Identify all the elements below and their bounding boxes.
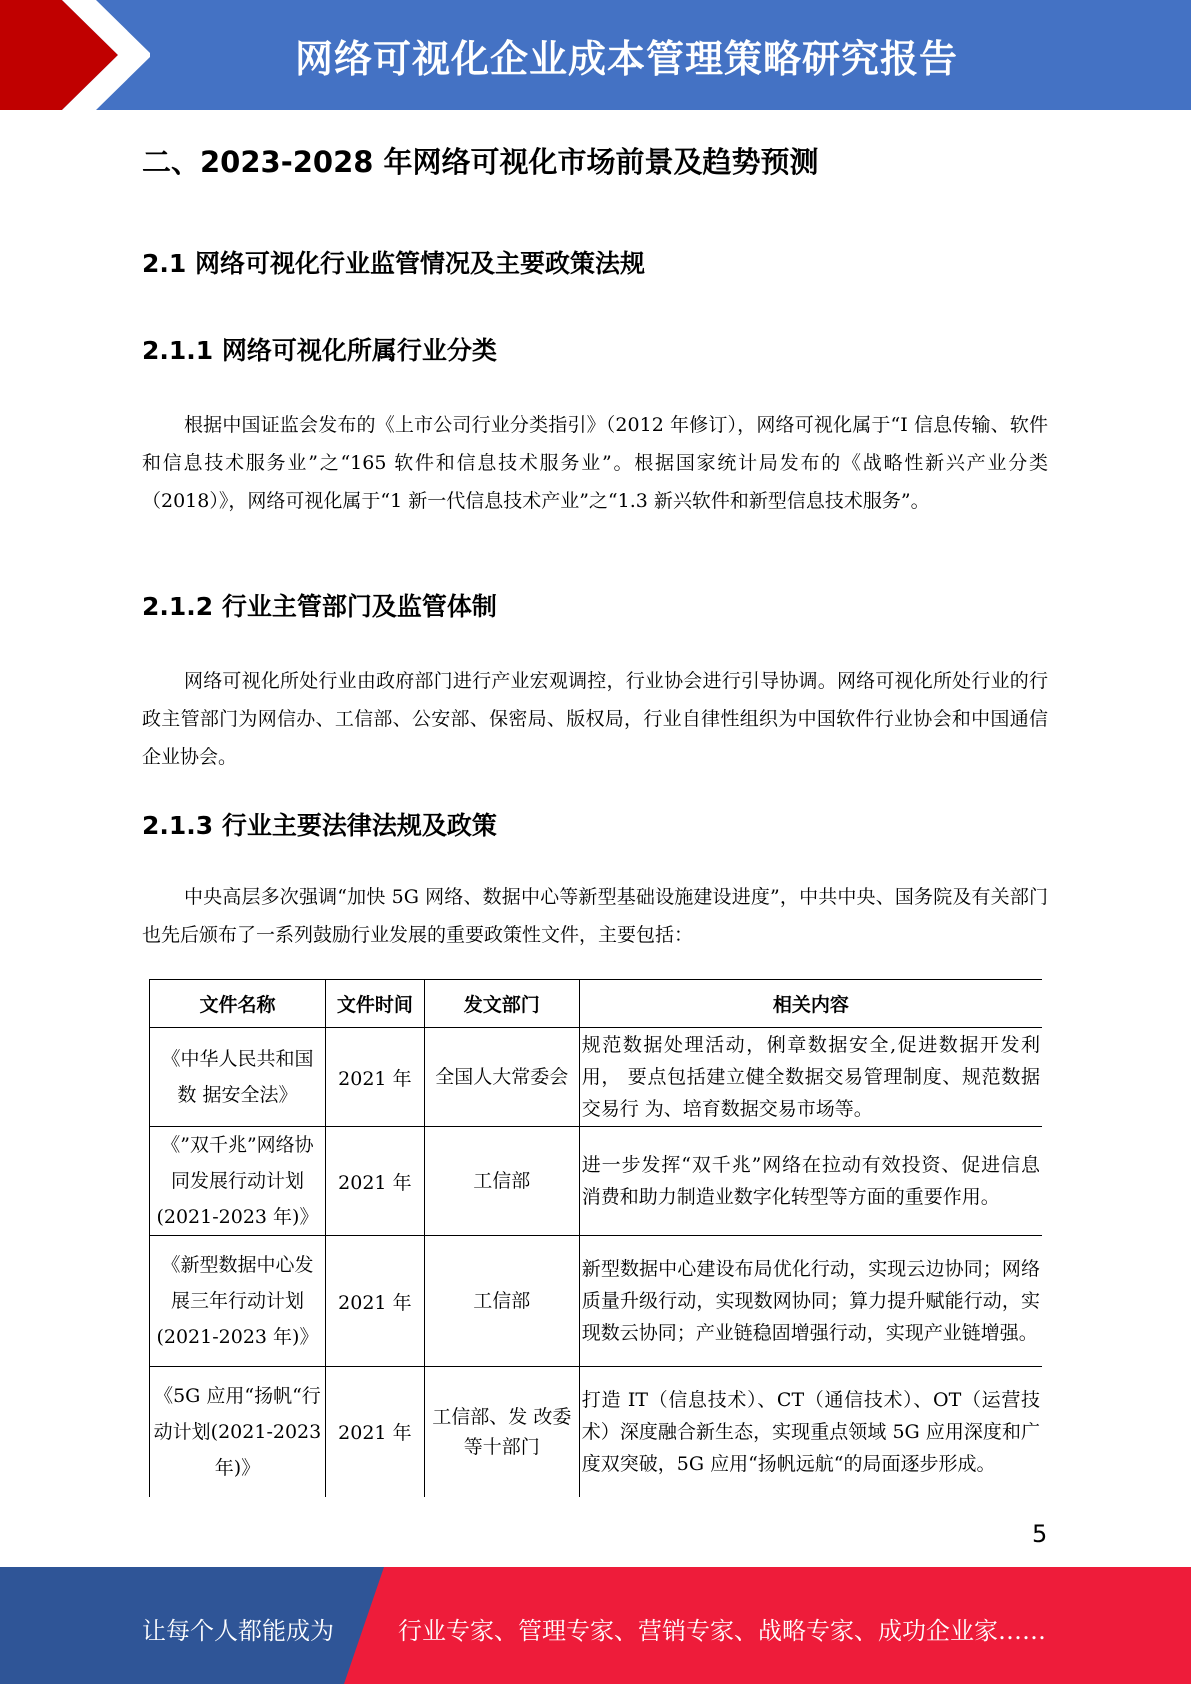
cell-time: 2021 年 — [325, 1028, 424, 1127]
column-header-time: 文件时间 — [325, 980, 424, 1028]
cell-content: 新型数据中心建设布局优化行动，实现云边协同；网络 质量升级行动，实现数网协同；算力提升赋能行动，实 现数云协同；产业链稳固增强行动，实现产业链增强。 — [579, 1236, 1042, 1367]
table-row — [150, 1028, 1043, 1127]
column-header-name: 文件名称 — [150, 980, 326, 1028]
table-header-row — [150, 980, 1043, 1028]
header-chevron-graphic — [0, 0, 150, 110]
chapter-heading: 二、2023-2028 年网络可视化市场前景及趋势预测 — [142, 145, 819, 179]
section-heading: 2.1 网络可视化行业监管情况及主要政策法规 — [142, 249, 645, 278]
page-number: 5 — [1032, 1520, 1048, 1548]
cell-dept: 工信部 — [424, 1236, 579, 1367]
column-header-dept: 发文部门 — [424, 980, 579, 1028]
cell-time: 2021 年 — [325, 1236, 424, 1367]
table-row — [150, 1127, 1043, 1236]
cell-dept: 全国人大常委会 — [424, 1028, 579, 1127]
cell-content: 规范数据处理活动，俐章数据安全,促进数据开发利用， 要点包括建立健全数据交易管理制度、规范数据交易行 为、培育数据交易市场等。 — [579, 1028, 1042, 1127]
paragraph-2-1-1: 根据中国证监会发布的《上市公司行业分类指引》（2012 年修订），网络可视化属于“I 信息传输、软件和信息技术服务业”之“165 软件和信息技术服务业”。根据国家统计局发布的《战略性新兴产业分类（2018）》，网络可视化属于“1 新一代信息技术产业”之“1.3 新兴软件和新型信息技术服务”。 — [142, 414, 1048, 512]
cell-dept: 工信部 — [424, 1127, 579, 1236]
paragraph-2-1-3: 中央高层多次强调“加快 5G 网络、数据中心等新型基础设施建设进度”，中共中央、国务院及有关部门也先后颁布了一系列鼓励行业发展的重要政策性文件，主要包括： — [142, 886, 1048, 946]
policy-table — [149, 979, 1042, 1497]
cell-name: 《5G 应用“扬帆“行动计划(2021-2023 年)》 — [150, 1367, 326, 1497]
cell-dept: 工信部、发 改委等十部门 — [424, 1367, 579, 1497]
column-header-content: 相关内容 — [579, 980, 1042, 1028]
subsection-heading-2-1-2: 2.1.2 行业主管部门及监管体制 — [142, 592, 497, 621]
footer-slogan-right: 行业专家、管理专家、营销专家、战略专家、成功企业家…… — [398, 1617, 1046, 1645]
subsection-heading-2-1-1: 2.1.1 网络可视化所属行业分类 — [142, 336, 497, 365]
footer-slogan-left: 让每个人都能成为 — [142, 1617, 334, 1645]
paragraph-2-1-2: 网络可视化所处行业由政府部门进行产业宏观调控，行业协会进行引导协调。网络可视化所处行业的行政主管部门为网信办、工信部、公安部、保密局、版权局，行业自律性组织为中国软件行业协会和中国通信企业协会。 — [142, 670, 1048, 768]
cell-time: 2021 年 — [325, 1367, 424, 1497]
cell-content: 进一步发挥“双千兆”网络在拉动有效投资、促进信息 消费和助力制造业数字化转型等方面的重要作用。 — [579, 1127, 1042, 1236]
cell-name: 《新型数据中心发展三年行动计划(2021-2023 年)》 — [150, 1236, 326, 1367]
table-row — [150, 1236, 1043, 1367]
cell-name: 《”双千兆”网络协同发展行动计划(2021-2023 年)》 — [150, 1127, 326, 1236]
cell-time: 2021 年 — [325, 1127, 424, 1236]
report-title: 网络可视化企业成本管理策略研究报告 — [295, 37, 959, 81]
cell-name: 《中华人民共和国数 据安全法》 — [150, 1028, 326, 1127]
header-bar — [0, 0, 1191, 110]
subsection-heading-2-1-3: 2.1.3 行业主要法律法规及政策 — [142, 811, 497, 840]
cell-content: 打造 IT（信息技术）、CT（通信技术）、OT（运营技术）深度融合新生态，实现重点领域 5G 应用深度和广度双突破，5G 应用“扬帆远航“的局面逐步形成。 — [579, 1367, 1042, 1497]
table-row — [150, 1367, 1043, 1497]
